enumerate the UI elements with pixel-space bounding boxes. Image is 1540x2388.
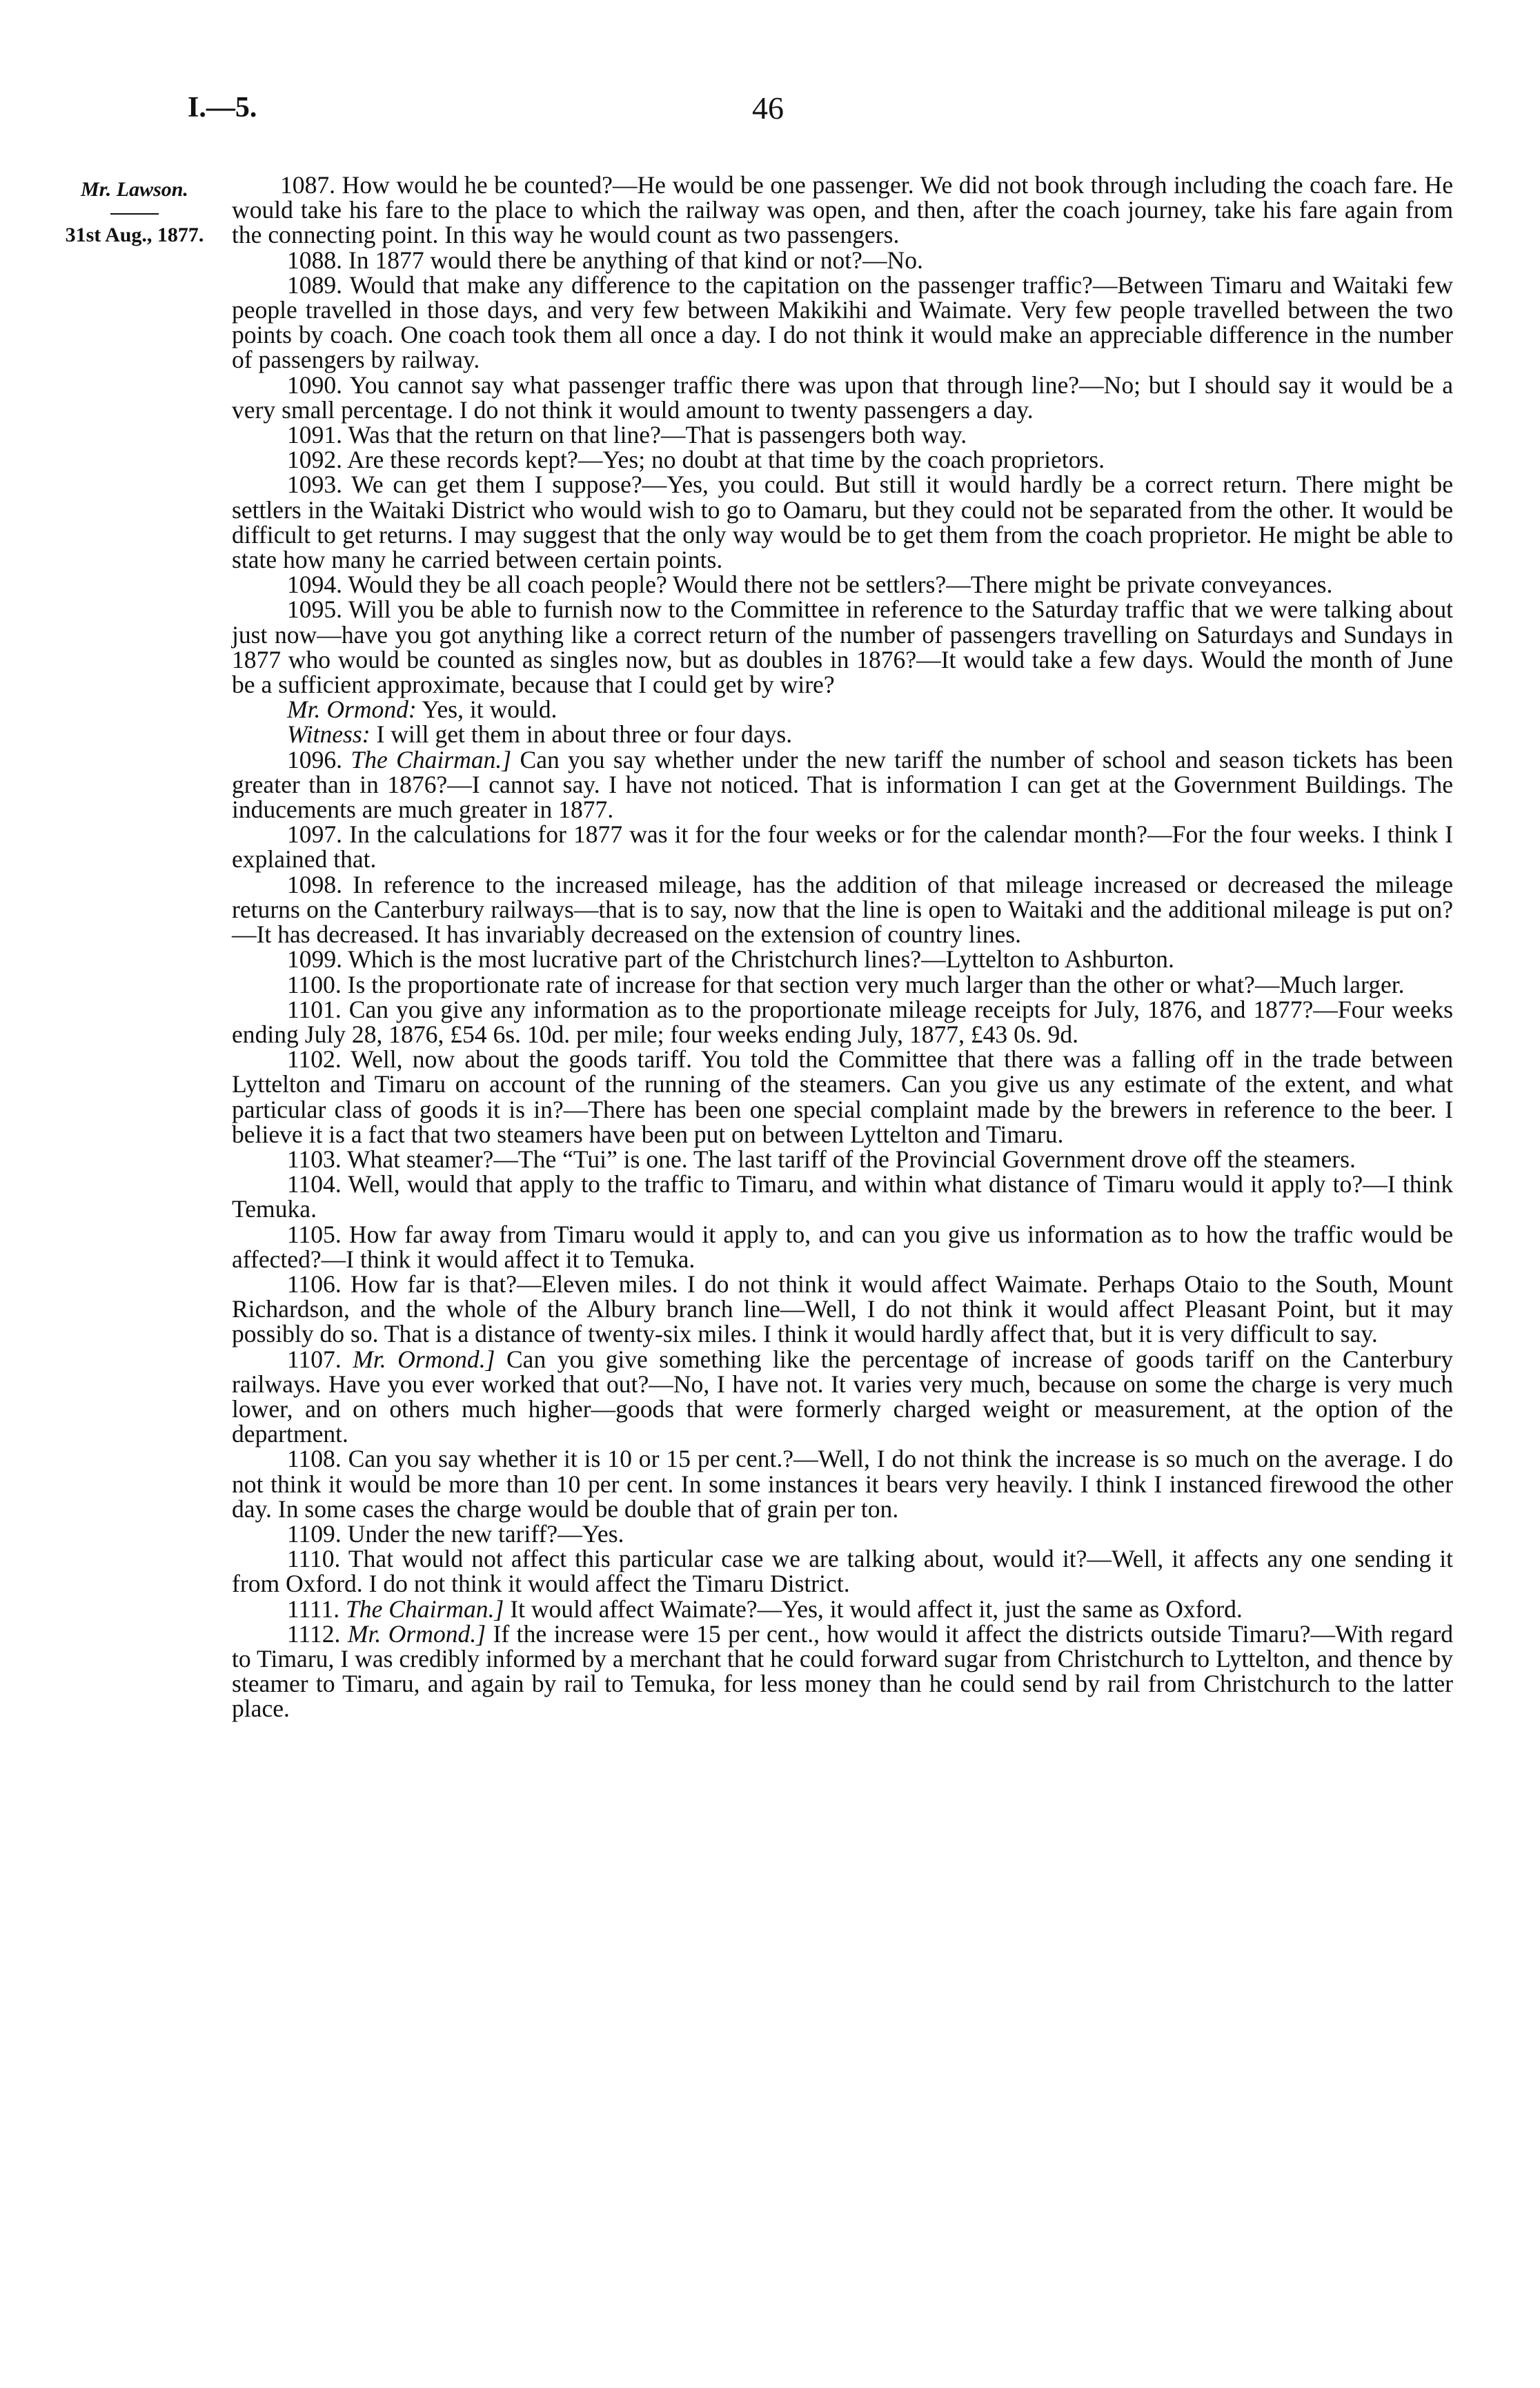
question-1104: 1104. Well, would that apply to the traffic to Timaru, and within what distance of Timaru would it apply to?—I think Temuka. bbox=[232, 1170, 1453, 1223]
speaker-chairman: The Chairman.] bbox=[346, 1595, 504, 1623]
question-1111 bbox=[232, 1597, 1453, 1621]
question-1097: 1097. In the calculations for 1877 was it for the four weeks or for the calendar month?—For the four weeks. I think I explained that. bbox=[232, 820, 1453, 874]
question-1108: 1108. Can you say whether it is 10 or 15 per cent.?—Well, I do not think the increase is so much on the average. I do not think it would be more than 10 per cent. In some instances it bears very heavily. I think I instanced firewood the other day. In some cases the charge would be double that of grain per ton. bbox=[232, 1445, 1453, 1523]
speaker-ormond: Mr. Ormond.] bbox=[353, 1345, 495, 1373]
question-1090: 1090. You cannot say what passenger traffic there was upon that through line?—No; but I should say it would be a very small percentage. I do not think it would amount to twenty passengers a day. bbox=[232, 371, 1453, 424]
question-1088: 1088. In 1877 would there be anything of that kind or not?—No. bbox=[287, 246, 923, 274]
testimony-body bbox=[232, 172, 1453, 1721]
question-1098: 1098. In reference to the increased mileage, has the addition of that mileage increased or decreased the mileage returns on the Canterbury railways—that is to say, now that the line is open to Waitaki and the additional mileage is put on?—It has decreased. It has invariably decreased on the extension of country lines. bbox=[232, 870, 1453, 949]
question-1094: 1094. Would they be all coach people? Would there not be settlers?—There might be private conveyances. bbox=[287, 571, 1333, 599]
series-label: I.—5. bbox=[188, 92, 257, 124]
witness-reply: I will get them in about three or four days. bbox=[376, 720, 793, 749]
witness-name: Mr. Lawson. bbox=[81, 178, 188, 201]
question-text: It would affect Waimate?—Yes, it would affect it, just the same as Oxford. bbox=[510, 1595, 1243, 1623]
question-1103: 1103. What steamer?—The “Tui” is one. The last tariff of the Provincial Government drove off the steamers. bbox=[287, 1145, 1356, 1173]
question-number: 1107. bbox=[287, 1345, 342, 1373]
question-1101: 1101. Can you give any information as to the proportionate mileage receipts for July, 1876, and 1877?—Four weeks ending July 28, 1876, £54 6s. 10d. per mile; four weeks ending July, 1877, £43 0s. 9d. bbox=[232, 995, 1453, 1048]
question-1095: 1095. Will you be able to furnish now to the Committee in reference to the Saturday traffic that we were talking about just now—have you got anything like a correct return of the number of passengers travelling on Saturdays and Sundays in 1877 who would be counted as singles now, but as doubles in 1876?—It would take a few days. Would the month of June be a sufficient approximate, because that I could get by wire? bbox=[232, 595, 1453, 699]
question-text: If the increase were 15 per cent., how would it affect the districts outside Timaru?—With regard to Timaru, I was credibly informed by a merchant that he could forward sugar from Christchurch to Lyttelton, and thence by steamer to Timaru, and again by rail to Temuka, for less money than he could send by rail from Christchurch to the latter place. bbox=[232, 1619, 1453, 1723]
question-1100: 1100. Is the proportionate rate of increase for that section very much larger than the other or what?—Much larger. bbox=[287, 970, 1405, 998]
question-text: Can you give something like the percentage of increase of goods tariff on the Canterbury railways. Have you ever worked that out?—No, I have not. It varies very much, because on some the charge is very much lower, and on others much higher—goods that were formerly charged weight or measurement, at the option of the department. bbox=[232, 1345, 1453, 1448]
margin-note bbox=[44, 176, 225, 249]
ormond-reply: Yes, it would. bbox=[422, 695, 557, 724]
question-text: Can you say whether under the new tariff the number of school and season tickets has been greater than in 1876?—I cannot say. I have not noticed. That is information I can get at the Government Buildings. The inducements are much greater in 1877. bbox=[232, 745, 1454, 824]
question-1092: 1092. Are these records kept?—Yes; no doubt at that time by the coach proprietors. bbox=[287, 446, 1105, 474]
speaker-chairman: The Chairman.] bbox=[351, 745, 512, 773]
question-1110: 1110. That would not affect this particular case we are talking about, would it?—Well, it affects any one sending it from Oxford. I do not think it would affect the Timaru District. bbox=[232, 1545, 1453, 1598]
question-1099: 1099. Which is the most lucrative part of the Christchurch lines?—Lyttelton to Ashburton. bbox=[287, 945, 1174, 974]
ormond-interjection bbox=[232, 697, 1453, 722]
question-number: 1111. bbox=[287, 1595, 340, 1623]
question-1105: 1105. How far away from Timaru would it apply to, and can you give us information as to how the traffic would be affected?—I think it would affect it to Temuka. bbox=[232, 1220, 1453, 1273]
question-1089: 1089. Would that make any difference to the capitation on the passenger traffic?—Between Timaru and Waitaki few people travelled in those days, and very few between Makikihi and Waimate. Very few people travelled between the two points by coach. One coach took them all once a day. I do not think it would make an appreciable difference in the number of passengers by railway. bbox=[232, 270, 1453, 374]
speaker-ormond: Mr. Ormond.] bbox=[347, 1619, 486, 1648]
question-number: 1112. bbox=[287, 1619, 341, 1648]
witness-interjection bbox=[232, 722, 1453, 747]
question-1093: 1093. We can get them I suppose?—Yes, you could. But still it would hardly be a correct return. There might be settlers in the Waitaki District who would wish to go to Oamaru, but they could not be separated from the other. It would be difficult to get returns. I may suggest that the only way would be to get them from the coach proprietor. He might be able to state how many he carried between certain points. bbox=[232, 471, 1453, 574]
question-1096 bbox=[232, 747, 1453, 822]
question-1112 bbox=[232, 1621, 1453, 1721]
speaker-witness: Witness: bbox=[287, 720, 371, 749]
question-1091: 1091. Was that the return on that line?—That is passengers both way. bbox=[287, 421, 967, 449]
question-1087: 1087. How would he be counted?—He would be one passenger. We did not book through including the coach fare. He would take his fare to the place to which the railway was open, and then, after the coach journey, take his fare again from the connecting point. In this way he would count as two passengers. bbox=[232, 171, 1453, 249]
speaker-ormond: Mr. Ormond: bbox=[287, 695, 417, 724]
question-1109: 1109. Under the new tariff?—Yes. bbox=[287, 1519, 624, 1548]
question-1107 bbox=[232, 1347, 1453, 1447]
session-date: 31st Aug., 1877. bbox=[65, 224, 204, 246]
question-number: 1096. bbox=[287, 745, 343, 773]
margin-divider bbox=[110, 213, 159, 215]
question-1106: 1106. How far is that?—Eleven miles. I do not think it would affect Waimate. Perhaps Otaio to the South, Mount Richardson, and the whole of the Albury branch line—Well, I do not think it would affect Pleasant Point, but it may possibly do so. That is a distance of twenty-six miles. I think it would hardly affect that, but it is very difficult to say. bbox=[232, 1270, 1453, 1348]
page-number: 46 bbox=[752, 90, 784, 126]
question-1102: 1102. Well, now about the goods tariff. You told the Committee that there was a falling off in the trade between Lyttelton and Timaru on account of the running of the steamers. Can you give us any estimate of the extent, and what particular class of goods it is in?—There has been one special complaint made by the brewers in reference to the beer. I believe it is a fact that two steamers have been put on between Lyttelton and Timaru. bbox=[232, 1045, 1453, 1148]
